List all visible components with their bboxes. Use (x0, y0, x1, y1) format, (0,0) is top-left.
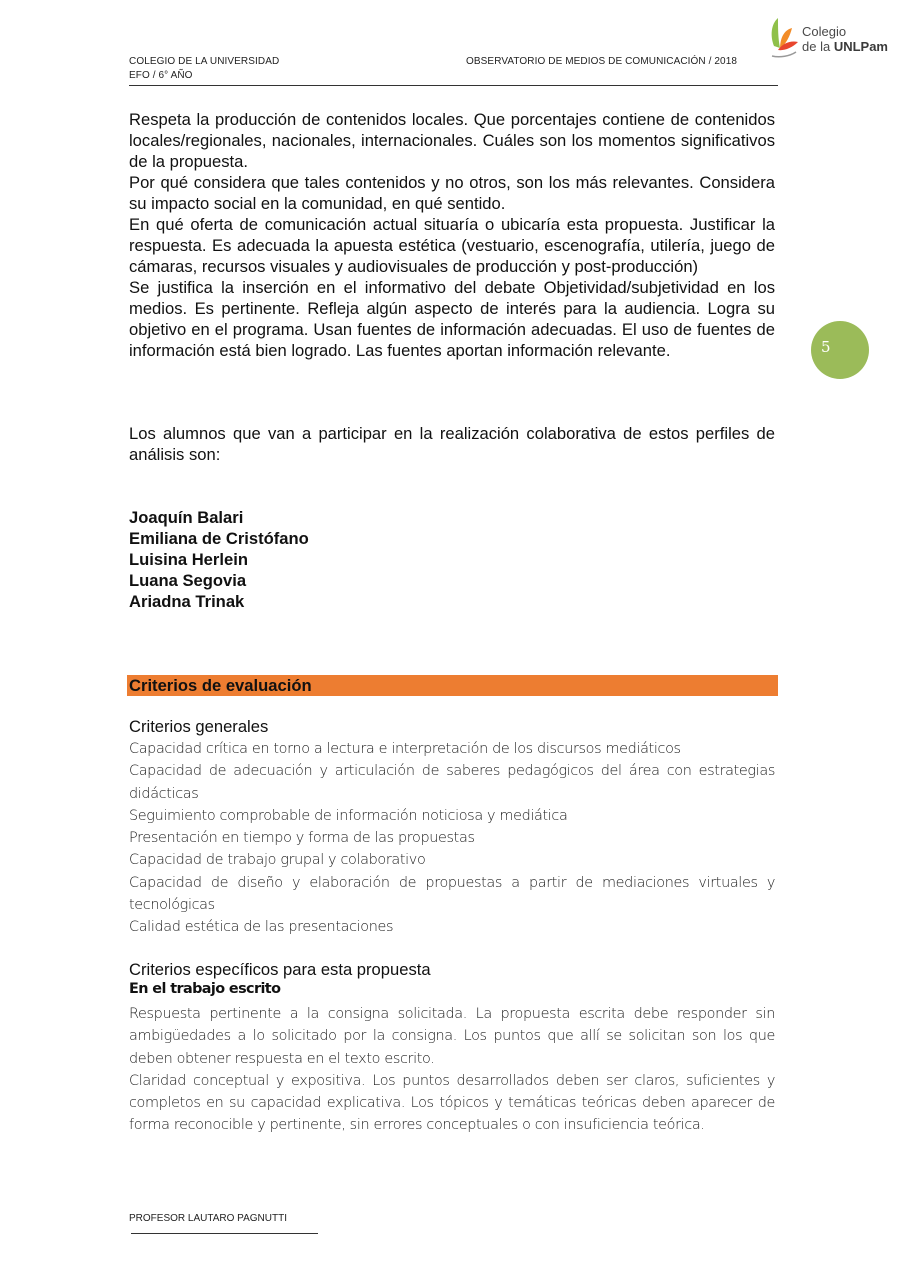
header-school-name: COLEGIO DE LA UNIVERSIDAD (129, 56, 280, 67)
list-item: Capacidad crítica en torno a lectura e interpretación de los discursos mediáticos (129, 741, 681, 757)
general-criteria-title: Criterios generales (129, 717, 269, 736)
student-name: Emiliana de Cristófano (129, 529, 309, 548)
list-item: Capacidad de diseño y elaboración de propuestas a partir de mediaciones virtuales y tecnológicas (129, 874, 775, 914)
header-divider (129, 85, 778, 86)
logo-text-unlpam: de la UNLPam (802, 39, 888, 54)
section-title: Criterios de evaluación (129, 676, 312, 695)
list-item: Presentación en tiempo y forma de las propuestas (129, 830, 475, 847)
students-intro-text: Los alumnos que van a participar en la realización colaborativa de estos perfiles de análisis son: (129, 424, 775, 464)
logo-text-colegio: Colegio (802, 24, 847, 39)
footer-teacher: PROFESOR LAUTARO PAGNUTTI (129, 1213, 287, 1224)
page-number-badge: 5 (811, 321, 869, 379)
section-heading-bar (127, 675, 778, 696)
student-list (129, 507, 309, 612)
written-work-title: En el trabajo escrito (129, 981, 281, 997)
specific-criteria-title: Criterios específicos para esta propuesta (129, 960, 431, 979)
paragraph: Por qué considera que tales contenidos y no otros, son los más relevantes. Considera su impacto social en la comunidad, en qué sentido. (129, 173, 775, 213)
student-name: Luisina Herlein (129, 550, 248, 569)
header-title: OBSERVATORIO DE MEDIOS DE COMUNICACIÓN / 2018 (466, 56, 738, 67)
general-criteria-list (129, 738, 775, 939)
list-item: Capacidad de trabajo grupal y colaborativo (129, 852, 426, 869)
list-item: Claridad conceptual y expositiva. Los puntos desarrollados deben ser claros, suficientes y completos en su capacidad explicativa. Los tópicos y temáticas teóricas deben aparecer de forma reconocible y pertinente, sin errores conceptuales o con insuficiencia teórica. (129, 1072, 775, 1134)
list-item: Capacidad de adecuación y articulación de saberes pedagógicos del área con estrategias didácticas (129, 763, 775, 802)
students-intro (129, 423, 775, 465)
paragraph: En qué oferta de comunicación actual situaría o ubicaría esta propuesta. Justificar la respuesta. Es adecuada la apuesta estética (vestuario, escenografía, utilería, juego de cámaras, recursos visuales y audiovisuales de producción y post-producción) (129, 215, 775, 276)
analysis-questions (129, 109, 775, 361)
written-criteria-list (129, 1003, 775, 1137)
list-item: Calidad estética de las presentaciones (129, 919, 394, 936)
list-item: Respuesta pertinente a la consigna solicitada. La propuesta escrita debe responder sin ambigüedades a lo solicitado por la consigna. Los puntos que allí se solicitan son los que deben obtener respuesta en el texto escrito. (129, 1006, 775, 1067)
footer-divider (131, 1233, 318, 1234)
header-course: EFO / 6° AÑO (129, 70, 193, 81)
student-name: Luana Segovia (129, 571, 247, 590)
student-name: Joaquín Balari (129, 508, 244, 527)
school-logo (768, 16, 898, 64)
leaf-logo-icon (768, 16, 800, 62)
paragraph: Respeta la producción de contenidos locales. Que porcentajes contiene de contenidos locales/regionales, nacionales, internacionales. Cuáles son los momentos significativos de la propuesta. (129, 110, 775, 171)
list-item: Seguimiento comprobable de información noticiosa y mediática (129, 807, 568, 824)
paragraph: Se justifica la inserción en el informativo del debate Objetividad/subjetividad en los medios. Es pertinente. Refleja algún aspecto de interés para la audiencia. Logra su objetivo en el programa. Usan fuentes de información adecuadas. El uso de fuentes de información está bien logrado. Las fuentes aportan información relevante. (129, 278, 775, 360)
student-name: Ariadna Trinak (129, 592, 245, 611)
